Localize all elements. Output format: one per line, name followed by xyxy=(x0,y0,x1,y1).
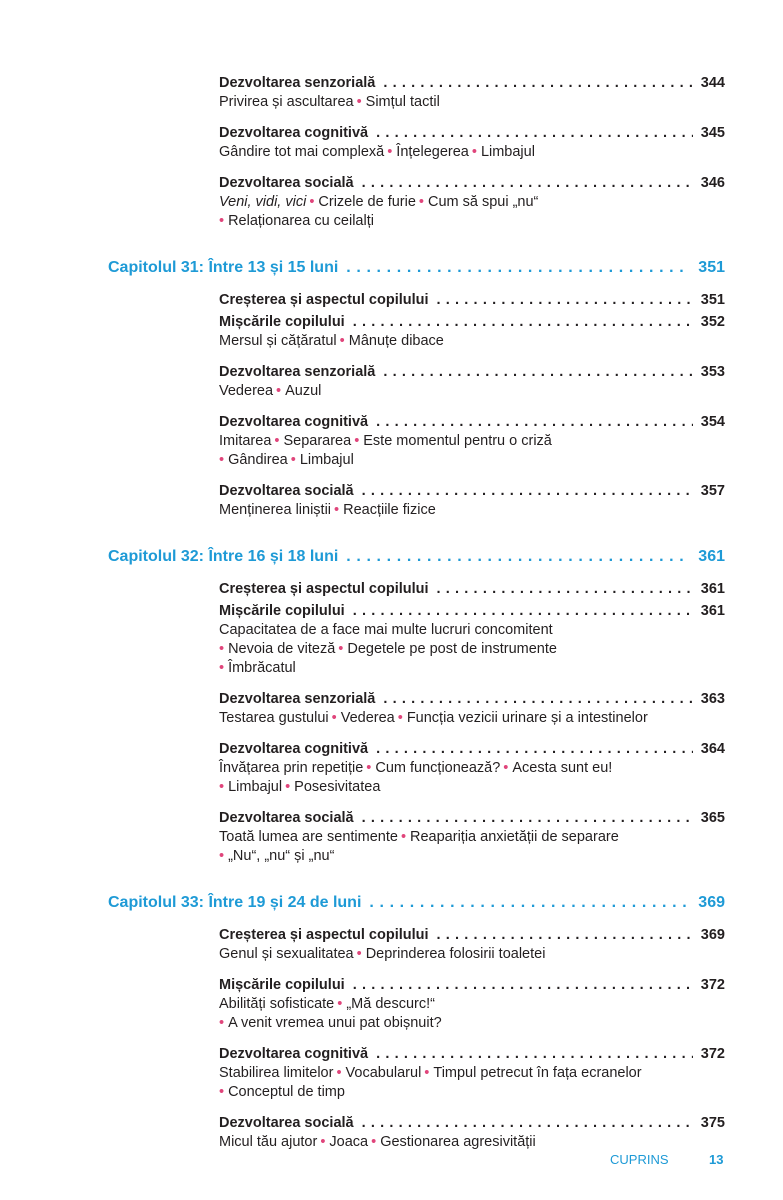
toc-title-row xyxy=(219,690,725,709)
toc-topic: Mersul și cățăratul xyxy=(219,333,337,349)
toc-topics-line xyxy=(219,451,725,470)
toc-topic: Micul tău ajutor xyxy=(219,1134,318,1150)
page-footer xyxy=(610,1152,724,1167)
toc-page-number: 351 xyxy=(698,259,725,276)
toc-topics-line xyxy=(219,659,725,678)
toc-title: Dezvoltarea senzorială xyxy=(219,691,376,707)
toc-page-number: 361 xyxy=(698,548,725,565)
toc-entry[interactable] xyxy=(219,602,725,678)
bullet-icon: • xyxy=(337,996,343,1012)
toc-title-row xyxy=(219,740,725,759)
toc-topic: A venit vremea unui pat obișnuit? xyxy=(228,1015,442,1031)
dot-leader xyxy=(376,1045,693,1064)
toc-page-number: 363 xyxy=(700,691,725,707)
dot-leader xyxy=(353,976,693,995)
bullet-icon: • xyxy=(285,779,291,795)
toc-topic: Timpul petrecut în fața ecranelor xyxy=(433,1065,642,1081)
toc-entry[interactable] xyxy=(219,74,725,112)
toc-topics-line xyxy=(219,828,725,847)
toc-entry[interactable] xyxy=(219,174,725,231)
toc-entry[interactable] xyxy=(219,809,725,866)
dot-leader xyxy=(383,690,692,709)
toc-topic: Degetele pe post de instrumente xyxy=(347,641,557,657)
bullet-icon: • xyxy=(219,213,225,229)
toc-page-number: 353 xyxy=(700,364,725,380)
bullet-icon: • xyxy=(219,1015,225,1031)
toc-title-row xyxy=(219,74,725,93)
toc-page-number: 351 xyxy=(700,292,725,308)
toc-topic: Genul și sexualitatea xyxy=(219,946,354,962)
toc-title-row xyxy=(219,1045,725,1064)
toc-topic: Cum să spui „nu“ xyxy=(427,194,539,210)
toc-topic: Cum funcționează? xyxy=(375,760,501,776)
toc-entry[interactable] xyxy=(219,1114,725,1152)
toc-page-number: 364 xyxy=(700,741,725,757)
toc-topic: Conceptul de timp xyxy=(228,1084,345,1100)
toc-title: Dezvoltarea socială xyxy=(219,175,354,191)
toc-title: Mișcările copilului xyxy=(219,977,345,993)
bullet-icon: • xyxy=(274,433,280,449)
bullet-icon: • xyxy=(219,1084,225,1100)
bullet-icon: • xyxy=(219,452,225,468)
toc-topics-line xyxy=(219,1083,725,1102)
bullet-icon: • xyxy=(471,144,477,160)
toc-title-row xyxy=(219,602,725,621)
toc-topic: Gândire tot mai complexă xyxy=(219,144,385,160)
toc-page-number: 361 xyxy=(700,603,725,619)
toc-topics-line xyxy=(219,1133,725,1152)
bullet-icon: • xyxy=(356,94,362,110)
toc-topics-line xyxy=(219,501,725,520)
toc-topics-line xyxy=(219,432,725,451)
toc-topics-line xyxy=(219,332,725,351)
toc-topics-line xyxy=(219,759,725,778)
toc-topics-line xyxy=(219,709,725,728)
toc-topic: Deprinderea folosirii toaletei xyxy=(365,946,546,962)
dot-leader xyxy=(376,740,693,759)
toc-topic: Testarea gustului xyxy=(219,710,329,726)
toc-title: Dezvoltarea socială xyxy=(219,483,354,499)
toc-title: Mișcările copilului xyxy=(219,314,345,330)
toc-page-number: 352 xyxy=(700,314,725,330)
toc-title: Capitolul 33: Între 19 și 24 de luni xyxy=(108,894,362,911)
bullet-icon: • xyxy=(219,848,225,864)
dot-leader xyxy=(376,124,693,143)
toc-title-row xyxy=(108,547,725,566)
dot-leader xyxy=(376,413,693,432)
toc-chapter[interactable] xyxy=(108,547,725,566)
toc-entry[interactable] xyxy=(219,313,725,351)
toc-topic: Limbajul xyxy=(480,144,535,160)
toc-topic: Acesta sunt eu! xyxy=(512,760,613,776)
toc-topic: Vederea xyxy=(340,710,395,726)
toc-title: Creșterea și aspectul copilului xyxy=(219,292,429,308)
dot-leader xyxy=(346,258,690,277)
toc-page-number: 369 xyxy=(698,894,725,911)
toc-topic: Relaționarea cu ceilalți xyxy=(228,213,374,229)
toc-page-number: 372 xyxy=(700,977,725,993)
toc-page-number: 344 xyxy=(700,75,725,91)
toc-chapter[interactable] xyxy=(108,258,725,277)
toc-topic: Înțelegerea xyxy=(396,144,469,160)
toc-topic: „Mă descurc!“ xyxy=(346,996,435,1012)
toc-page-number: 354 xyxy=(700,414,725,430)
toc-title-row xyxy=(219,313,725,332)
dot-leader xyxy=(383,74,692,93)
toc-page-number: 365 xyxy=(700,810,725,826)
toc-title-row xyxy=(219,363,725,382)
toc-title: Dezvoltarea senzorială xyxy=(219,75,376,91)
bullet-icon: • xyxy=(219,660,225,676)
toc-entry[interactable] xyxy=(219,740,725,797)
toc-topic: Mânuțe dibace xyxy=(348,333,444,349)
toc-entry[interactable] xyxy=(219,413,725,470)
bullet-icon: • xyxy=(309,194,315,210)
toc-topic: Învățarea prin repetiție xyxy=(219,760,364,776)
bullet-icon: • xyxy=(418,194,424,210)
bullet-icon: • xyxy=(354,433,360,449)
toc-topics-line xyxy=(219,93,725,112)
toc-title-row xyxy=(219,809,725,828)
dot-leader xyxy=(362,1114,693,1133)
toc-topic: Stabilirea limitelor xyxy=(219,1065,334,1081)
bullet-icon: • xyxy=(219,779,225,795)
toc-title-row xyxy=(219,482,725,501)
bullet-icon: • xyxy=(338,641,344,657)
toc-topic: Reacțiile fizice xyxy=(343,502,436,518)
toc-title-row xyxy=(219,413,725,432)
toc-title-row xyxy=(219,174,725,193)
toc-title-row xyxy=(219,291,725,310)
footer-section-label: CUPRINS xyxy=(610,1152,669,1167)
toc-title: Dezvoltarea cognitivă xyxy=(219,125,369,141)
toc-topic: Menținerea liniștii xyxy=(219,502,332,518)
toc-topics-line xyxy=(219,945,725,964)
toc-title: Capitolul 31: Între 13 și 15 luni xyxy=(108,259,339,276)
toc-topics-line xyxy=(219,212,725,231)
toc-title: Creșterea și aspectul copilului xyxy=(219,581,429,597)
dot-leader xyxy=(362,809,693,828)
toc-topic: Toată lumea are sentimente xyxy=(219,829,398,845)
bullet-icon: • xyxy=(503,760,509,776)
bullet-icon: • xyxy=(290,452,296,468)
toc-title: Capitolul 32: Între 16 și 18 luni xyxy=(108,548,339,565)
toc-page-number: 346 xyxy=(700,175,725,191)
bullet-icon: • xyxy=(356,946,362,962)
bullet-icon: • xyxy=(339,333,345,349)
dot-leader xyxy=(362,174,693,193)
toc-topics-line xyxy=(219,1064,725,1083)
toc-topic: Abilități sofisticate xyxy=(219,996,335,1012)
toc-title: Dezvoltarea cognitivă xyxy=(219,414,369,430)
toc-title-row xyxy=(219,580,725,599)
toc-title-row xyxy=(219,124,725,143)
toc-topic: Joaca xyxy=(329,1134,369,1150)
toc-topic: Nevoia de viteză xyxy=(228,641,336,657)
toc-topic: Funcția vezicii urinare și a intestinelor xyxy=(406,710,648,726)
toc-title-row xyxy=(108,893,725,912)
toc-entry[interactable] xyxy=(219,363,725,401)
toc-topic: Gestionarea agresivității xyxy=(380,1134,536,1150)
toc-topic: „Nu“, „nu“ și „nu“ xyxy=(228,848,335,864)
toc-topic: Simțul tactil xyxy=(365,94,440,110)
toc-page-number: 345 xyxy=(700,125,725,141)
toc-entry[interactable] xyxy=(219,1045,725,1102)
dot-leader xyxy=(437,291,693,310)
toc-topic: Vocabularul xyxy=(345,1065,422,1081)
toc-title-row xyxy=(219,926,725,945)
toc-page-number: 372 xyxy=(700,1046,725,1062)
toc-entry[interactable] xyxy=(219,124,725,162)
bullet-icon: • xyxy=(366,760,372,776)
toc-page-number: 361 xyxy=(700,581,725,597)
toc-topic: Crizele de furie xyxy=(318,194,416,210)
toc-title-row xyxy=(108,258,725,277)
toc-page-number: 375 xyxy=(700,1115,725,1131)
toc-title: Mișcările copilului xyxy=(219,603,345,619)
toc-topic: Reapariția anxietății de separare xyxy=(410,829,619,845)
toc-topics-line xyxy=(219,621,725,640)
toc-entry[interactable] xyxy=(219,482,725,520)
dot-leader xyxy=(383,363,692,382)
toc-topics-line xyxy=(219,193,725,212)
dot-leader xyxy=(346,547,690,566)
dot-leader xyxy=(437,580,693,599)
dot-leader xyxy=(362,482,693,501)
toc-topic: Limbajul xyxy=(299,452,354,468)
toc-topic: Separarea xyxy=(283,433,352,449)
dot-leader xyxy=(353,602,693,621)
toc-topic: Auzul xyxy=(285,383,322,399)
toc-topics-line xyxy=(219,995,725,1014)
toc-entry[interactable] xyxy=(219,976,725,1033)
page-number: 13 xyxy=(709,1152,724,1167)
bullet-icon: • xyxy=(334,502,340,518)
toc-title: Creșterea și aspectul copilului xyxy=(219,927,429,943)
toc-topics-line xyxy=(219,778,725,797)
dot-leader xyxy=(369,893,690,912)
toc-entry[interactable] xyxy=(219,291,725,310)
toc-topic: Capacitatea de a face mai multe lucruri concomitent xyxy=(219,622,553,638)
toc-chapter[interactable] xyxy=(108,893,725,912)
toc-topics-line xyxy=(219,847,725,866)
toc-topic: Gândirea xyxy=(228,452,288,468)
toc-title-row xyxy=(219,976,725,995)
dot-leader xyxy=(437,926,693,945)
bullet-icon: • xyxy=(276,383,282,399)
toc-title: Dezvoltarea cognitivă xyxy=(219,741,369,757)
table-of-contents xyxy=(108,62,725,1152)
bullet-icon: • xyxy=(336,1065,342,1081)
toc-title-row xyxy=(219,1114,725,1133)
toc-topic: Imitarea xyxy=(219,433,272,449)
bullet-icon: • xyxy=(400,829,407,845)
toc-page-number: 357 xyxy=(700,483,725,499)
toc-topic: Este momentul pentru o criză xyxy=(363,433,552,449)
toc-topic: Limbajul xyxy=(228,779,283,795)
toc-entry[interactable] xyxy=(219,580,725,599)
bullet-icon: • xyxy=(331,710,337,726)
toc-title: Dezvoltarea socială xyxy=(219,810,354,826)
bullet-icon: • xyxy=(424,1065,430,1081)
toc-title: Dezvoltarea cognitivă xyxy=(219,1046,369,1062)
toc-topics-line xyxy=(219,382,725,401)
toc-title: Dezvoltarea socială xyxy=(219,1115,354,1131)
bullet-icon: • xyxy=(320,1134,326,1150)
toc-title: Dezvoltarea senzorială xyxy=(219,364,376,380)
toc-topic: Posesivitatea xyxy=(294,779,381,795)
toc-topic: Veni, vidi, vici xyxy=(219,194,307,210)
toc-topics-line xyxy=(219,143,725,162)
dot-leader xyxy=(353,313,693,332)
toc-topics-line xyxy=(219,640,725,659)
bullet-icon: • xyxy=(219,641,225,657)
toc-entry[interactable] xyxy=(219,926,725,964)
toc-topic: Vederea xyxy=(219,383,274,399)
bullet-icon: • xyxy=(397,710,403,726)
toc-entry[interactable] xyxy=(219,690,725,728)
bullet-icon: • xyxy=(387,144,393,160)
toc-topic: Privirea și ascultarea xyxy=(219,94,354,110)
toc-page-number: 369 xyxy=(700,927,725,943)
bullet-icon: • xyxy=(371,1134,377,1150)
toc-topic: Îmbrăcatul xyxy=(228,660,296,676)
toc-topics-line xyxy=(219,1014,725,1033)
